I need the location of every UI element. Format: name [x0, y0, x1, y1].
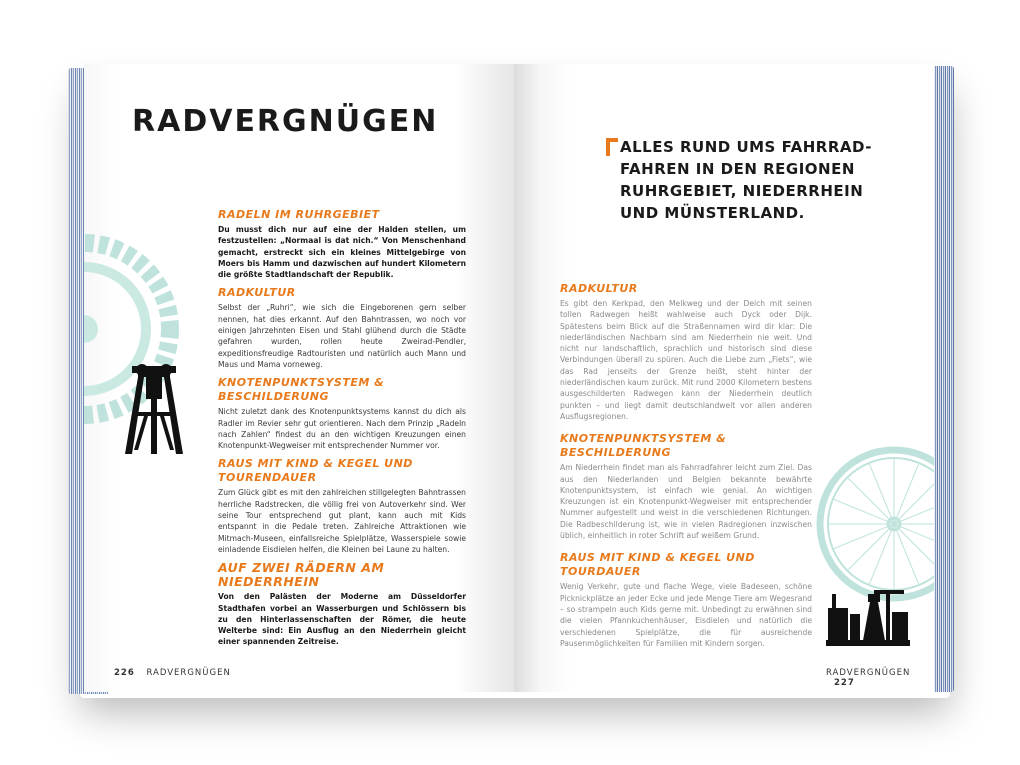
- page-number: 227: [834, 678, 855, 688]
- pull-quote-line: ALLES RUND UMS FAHRRAD-: [620, 138, 872, 156]
- right-column: [560, 276, 812, 652]
- section-body: Wenig Verkehr, gute und flache Wege, viele Badeseen, schöne Picknickplätze an jeder Ecke und jede Menge Tiere am Wegesrand – so strampeln auch Kids gerne mit. Unbedingt zu erwähnen sind die vielen Pfannkuchenhäuser, Eisdielen und natürlich die verschiedenen Spielplätze, die für ausreichende Pausenmöglichkeiten für Familien mit Kindern sorgen.: [560, 582, 812, 648]
- section-heading: KNOTENPUNKTSYSTEM & BESCHILDERUNG: [560, 432, 727, 460]
- section-heading: RAUS MIT KIND & KEGEL UND TOURDAUER: [560, 551, 755, 579]
- mine-headframe-icon: [124, 364, 184, 456]
- section-heading: RAUS MIT KIND & KEGEL UND TOURENDAUER: [218, 457, 413, 485]
- section-body: Von den Palästen der Moderne am Düsseldorfer Stadthafen vorbei an Wasserburgen und Schlössern bis zu den Hinterlassenschaften der Römer, die heute Welterbe sind: Ein Ausflug an den Niederrhein gleicht einer spannenden Zeitreise.: [218, 592, 466, 647]
- right-page: [514, 64, 934, 692]
- industrial-skyline-icon: [826, 584, 910, 646]
- section-body: Am Niederrhein findet man als Fahrradfahrer leicht zum Ziel. Das aus den Niederlanden und Belgien bekannte bewährte Knotenpunktsystem, ist einfach wie genial. An wichtigen Kreuzungen ist ein Knotenpunkt-Wegweiser mit entsprechender Nummer aufgestellt und weist in die verschiedenen Richtungen. Die Radbeschilderung ist, wie in vielen Radregionen inzwischen üblich, einheitlich in roter Schrift auf weißem Grund.: [560, 463, 812, 541]
- section-heading: RADKULTUR: [218, 286, 296, 300]
- section-heading: AUF ZWEI RÄDERN AM NIEDERRHEIN: [218, 560, 385, 590]
- left-page: [84, 64, 514, 692]
- pull-quote-line: FAHREN IN DEN REGIONEN: [620, 160, 855, 178]
- running-title: RADVERGNÜGEN: [146, 668, 231, 678]
- section-heading: KNOTENPUNKTSYSTEM & BESCHILDERUNG: [218, 376, 385, 404]
- left-column: [218, 202, 466, 651]
- page-footer-right: [826, 668, 934, 688]
- page-footer-left: [106, 668, 231, 678]
- bicycle-wheel-icon: [814, 444, 934, 604]
- page-title: RADVERGNÜGEN: [132, 104, 439, 139]
- running-title: RADVERGNÜGEN: [826, 668, 911, 678]
- section-body: Nicht zuletzt dank des Knotenpunktsystems kannst du dich als Radler im Revier sehr gut orientieren. Nach dem Prinzip „Radeln nach Zahlen“ findest du an den wichtigen Kreuzungen einen Knotenpunkt-Wegweiser mit entsprechender Nummer vor.: [218, 407, 466, 451]
- page-number: 226: [114, 668, 135, 678]
- section-heading: RADKULTUR: [560, 282, 638, 295]
- pull-quote-line: RUHRGEBIET, NIEDERRHEIN: [620, 182, 864, 200]
- section-heading: RADELN IM RUHRGEBIET: [218, 208, 380, 221]
- section-body: Zum Glück gibt es mit den zahlreichen stillgelegten Bahntrassen herrliche Radstrecken, die völlig frei von Autoverkehr sind. Wer seine Tour entsprechend gut plant, kann auch mit Kids entspannt in die Pedale treten. Zahlreiche Attraktionen wie Mitmach-Museen, einfallsreiche Spielplätze, Wasserspiele sowie einladende Eisdielen helfen, die Kleinen bei Laune zu halten.: [218, 488, 466, 554]
- section-body: Selbst der „Ruhri“, wie sich die Eingeborenen gern selber nennen, hat dies erkannt. Auf den Bahntrassen, wo noch vor einigen Jahrzehnten Eisen und Stahl glühend durch die Städte gefahren wurden, rollen heute Zweirad-Pendler, expeditionsfreudige Radtouristen und natürlich auch Mann und Maus und Mama vorneweg.: [218, 303, 466, 369]
- pull-quote-line: UND MÜNSTERLAND.: [620, 204, 805, 222]
- pull-quote: [620, 136, 890, 224]
- section-body: Du musst dich nur auf eine der Halden stellen, um festzustellen: „Normaal is dat nich.“ Von Menschenhand gemacht, erstreckt sich ein kleines Mittelgebirge von Moers bis Hamm und dazwischen auf hundert Kilometern die größte Stadtlandschaft der Republik.: [218, 225, 466, 280]
- section-body: Es gibt den Kerkpad, den Melkweg und der Deich mit seinen tollen Radwegen heißt wahlweise auch Dyck oder Dijk. Spätestens beim Blick auf die Straßennamen wird dir klar: Die niederländischen Nachbarn sind am Niederrhein nie weit. Und nicht nur landschaftlich, sprachlich und historisch sind diese Verbindungen überall zu spüren. Auch die Liebe zum „Fiets“, wie das Rad jenseits der Grenze heißt, steht hinter der niederländischen kaum zurück. Mit rund 2000 Kilometern bestens ausgeschilderten Radwegen kann der Niederrhein deutlich punkten – und liegt damit deutschlandweit vor allen anderen Ausflugsregionen.: [560, 299, 812, 421]
- quote-mark-icon: [606, 138, 618, 156]
